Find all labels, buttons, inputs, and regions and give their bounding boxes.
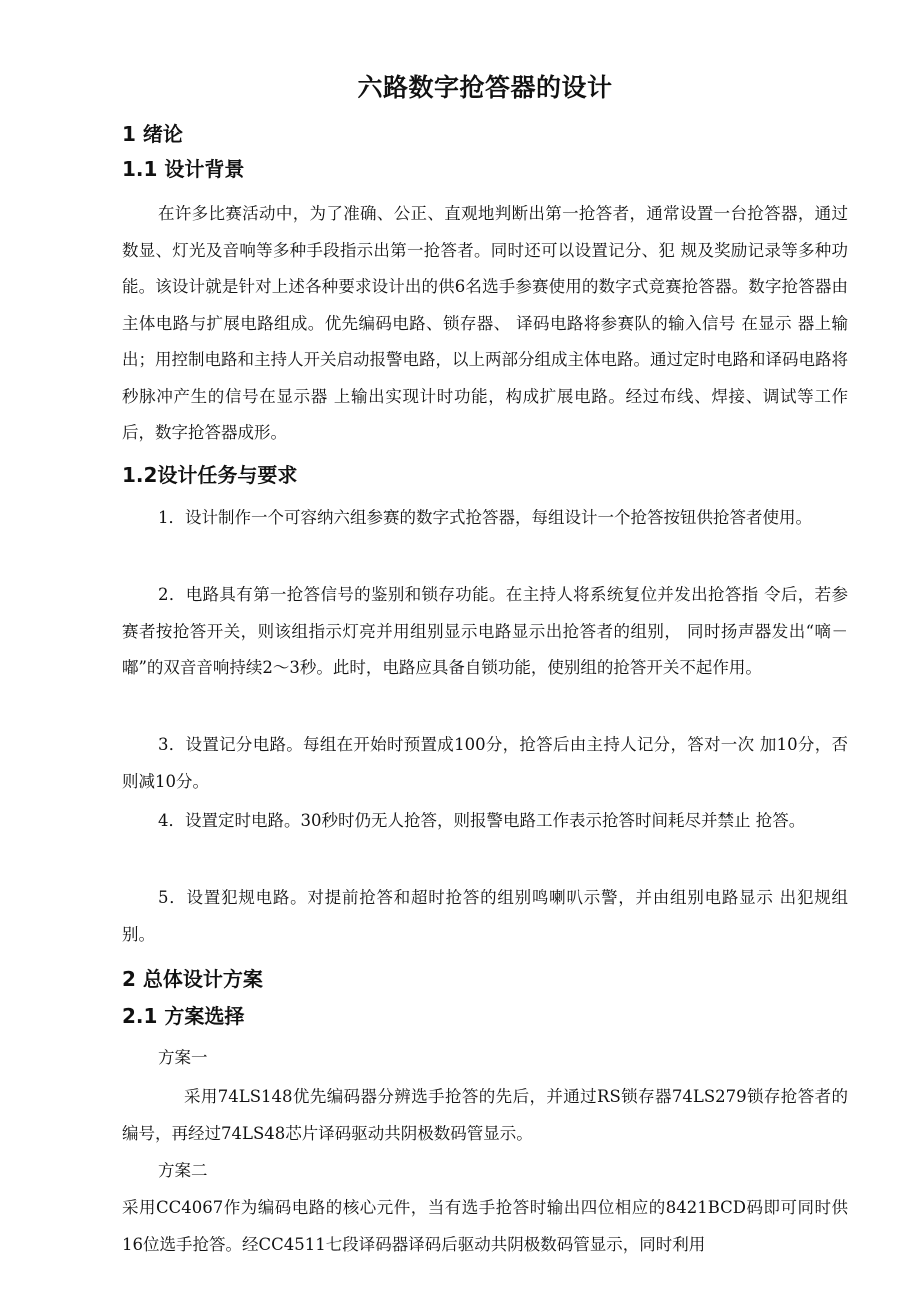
requirement-item-1: 1．设计制作一个可容纳六组参赛的数字式抢答器，每组设计一个抢答按钮供抢答者使用。 bbox=[158, 508, 812, 527]
section-1-1-heading: 1.1 设计背景 bbox=[122, 157, 245, 181]
section-2-1-heading: 2.1 方案选择 bbox=[122, 1004, 245, 1028]
plan-2-text: 采用CC4067作为编码电路的核心元件，当有选手抢答时输出四位相应的8421BCD码即可同时供16位选手抢答。经CC4511七段译码器译码后驱动共阴极数码管显示，同时利用 bbox=[122, 1198, 848, 1254]
section-1-heading: 1 绪论 bbox=[122, 122, 183, 146]
plan-1-text: 采用74LS148优先编码器分辨选手抢答的先后，并通过RS锁存器74LS279锁存抢答者的编号，再经过74LS48芯片译码驱动共阴极数码管显示。 bbox=[122, 1087, 848, 1143]
document-title: 六路数字抢答器的设计 bbox=[357, 73, 613, 102]
requirement-item-3: 3．设置记分电路。每组在开始时预置成100分，抢答后由主持人记分，答对一次 加10分，否则减10分。 bbox=[122, 735, 848, 791]
plan-2-label: 方案二 bbox=[158, 1161, 208, 1180]
section-1-2-heading: 1.2设计任务与要求 bbox=[122, 463, 298, 487]
requirement-item-4: 4．设置定时电路。30秒时仍无人抢答，则报警电路工作表示抢答时间耗尽并禁止 抢答。 bbox=[158, 811, 806, 830]
background-paragraph: 在许多比赛活动中，为了准确、公正、直观地判断出第一抢答者，通常设置一台抢答器，通过数显、灯光及音响等多种手段指示出第一抢答者。同时还可以设置记分、犯 规及奖励记录等多种功能。该设计就是针对上述各种要求设计出的供6名选手参赛使用的数字式竞赛抢答器。数字抢答器由主体电路与扩展电路组成。优先编码电路、锁存器、 译码电路将参赛队的输入信号 在显示 器上输出；用控制电路和主持人开关启动报警电路，以上两部分组成主体电路。通过定时电路和译码电路将秒脉冲产生的信号在显示器 上输出实现计时功能，构成扩展电路。经过布线、焊接、调试等工作后，数字抢答器成形。 bbox=[122, 204, 848, 442]
requirement-item-5: 5．设置犯规电路。对提前抢答和超时抢答的组别鸣喇叭示警，并由组别电路显示 出犯规组别。 bbox=[122, 888, 848, 944]
section-2-heading: 2 总体设计方案 bbox=[122, 967, 263, 991]
plan-1-label: 方案一 bbox=[158, 1048, 208, 1067]
requirement-item-2: 2．电路具有第一抢答信号的鉴别和锁存功能。在主持人将系统复位并发出抢答指 令后，若参赛者按抢答开关，则该组指示灯亮并用组别显示电路显示出抢答者的组别， 同时扬声器发出“嘀－嘟”的双音音响持续2～3秒。此时，电路应具备自锁功能，使别组的抢答开关不起作用。 bbox=[122, 585, 848, 677]
